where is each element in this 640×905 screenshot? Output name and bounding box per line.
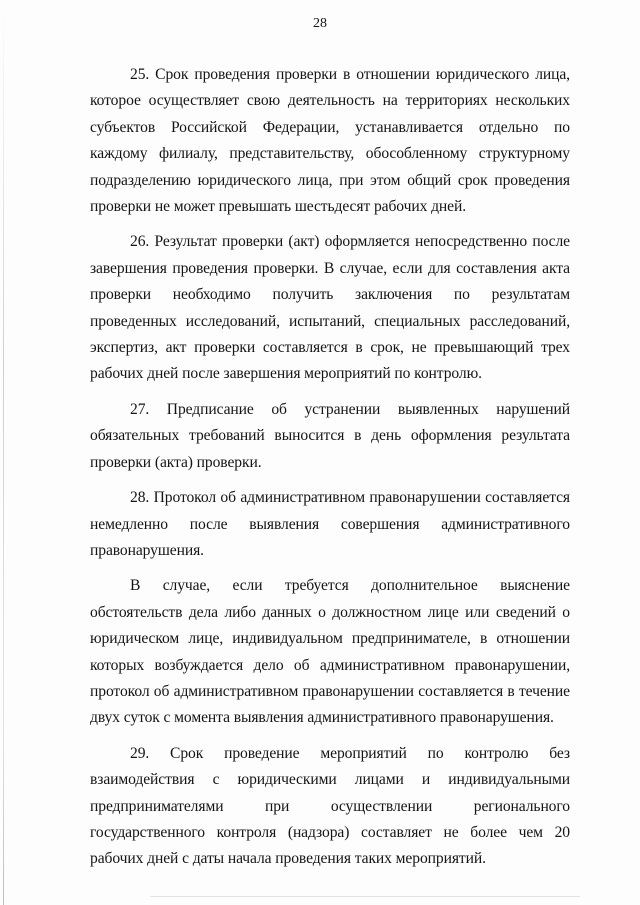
- paragraph-26: 26. Результат проверки (акт) оформляется непосредственно после завершения проведения проверки. В случае, если для составления акта проверки необходимо получить заключения по результатам проведенных исследований, испытаний, специальных расследований, экспертиз, акт проверки составляется в срок, не превышающий трех рабочих дней после завершения мероприятий по контролю.: [90, 233, 570, 383]
- scan-bottom-mark: [150, 896, 580, 897]
- page-number: 28: [313, 16, 327, 31]
- paragraph-25: 25. Срок проведения проверки в отношении юридического лица, которое осуществляет свою деятельность на территориях нескольких субъектов Российской Федерации, устанавливается отдельно по каждому филиалу, представительству, обособленному структурному подразделению юридического лица, при этом общий срок проведения проверки не может превышать шестьдесят рабочих дней.: [90, 66, 570, 216]
- paragraph-29: 29. Срок проведение мероприятий по контролю без взаимодействия с юридическими лицами и индивидуальными предпринимателями при осуществлении регионального государственного контроля (надзора) составляет не более чем 20 рабочих дней с даты начала проведения таких мероприятий.: [90, 744, 570, 868]
- document-body: [90, 62, 570, 882]
- scan-edge-mark: [3, 0, 4, 905]
- paragraph-28-continued: В случае, если требуется дополнительное выяснение обстоятельств дела либо данных о должностном лице или сведений о юридическом лице, индивидуальном предпринимателе, в отношении которых возбуждается дело об административном правонарушении, протокол об административном правонарушении составляется в течение двух суток с момента выявления административного правонарушения.: [90, 577, 570, 727]
- paragraph-28: 28. Протокол об административном правонарушении составляется немедленно после выявления совершения административного правонарушения.: [90, 489, 570, 559]
- paragraph-27: 27. Предписание об устранении выявленных нарушений обязательных требований выносится в день оформления результата проверки (акта) проверки.: [90, 400, 570, 471]
